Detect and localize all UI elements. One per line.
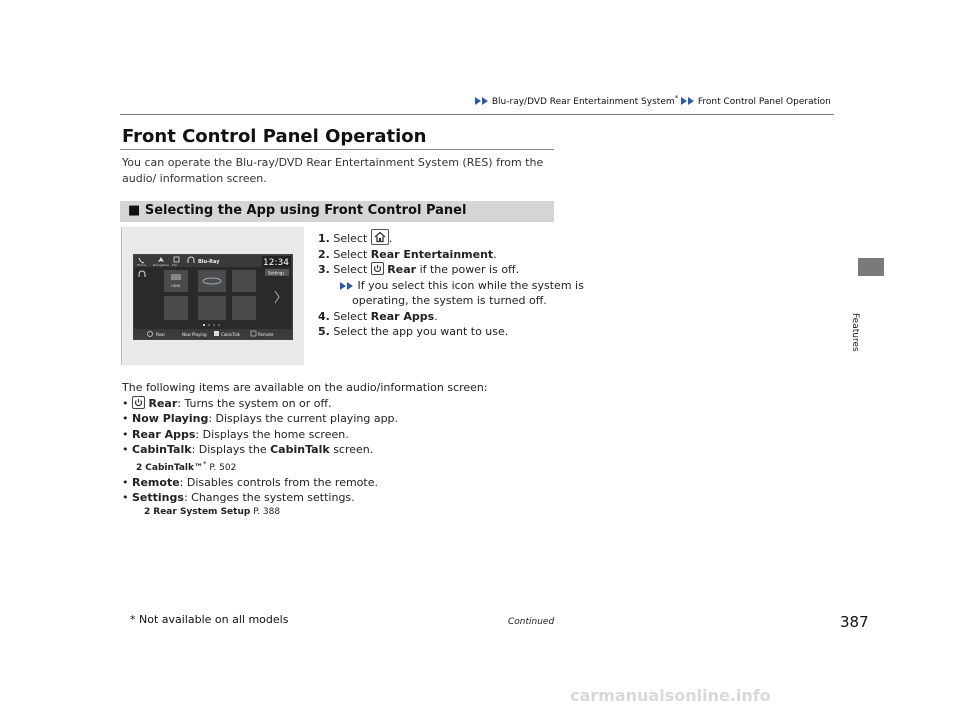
item-term: Now Playing (132, 412, 209, 425)
step-text: Select the app you want to use. (333, 325, 509, 338)
reference-arrow-icon: 2 (144, 506, 151, 517)
step-2 (318, 247, 584, 263)
list-item (122, 442, 488, 458)
audio-screen-illustration (133, 254, 293, 340)
title-rule (120, 149, 554, 150)
watermark: carmanualsonline.info (570, 686, 771, 705)
screen-label-phone: Phone (137, 263, 147, 267)
breadcrumb-arrow-icon (681, 97, 687, 105)
list-item (122, 490, 488, 506)
breadcrumb-page: Front Control Panel Operation (697, 97, 831, 107)
item-desc: : Turns the system on or off. (177, 396, 332, 410)
breadcrumb-arrow-icon (688, 97, 694, 105)
breadcrumb-arrow-icon (482, 97, 488, 105)
breadcrumb-section: Blu-ray/DVD Rear Entertainment System (491, 97, 675, 107)
screen-now-playing-button[interactable]: Now Playing (182, 332, 207, 337)
screen-cabintalk-button[interactable]: CabinTalk (221, 332, 241, 337)
reference-title: CabinTalk™ (145, 462, 204, 473)
step-punct: . (434, 309, 438, 323)
section-title (128, 203, 466, 218)
bullet: • (122, 475, 129, 489)
step-text: Select (333, 263, 368, 276)
side-tab-marker (858, 258, 884, 276)
step-3 (318, 262, 584, 278)
list-item (122, 475, 488, 491)
cross-reference[interactable] (144, 506, 488, 519)
step-text: if the power is off. (419, 263, 520, 276)
header-rule (120, 114, 834, 115)
continued-label: Continued (508, 617, 555, 627)
screen-hdmi-label: HDMI (171, 284, 181, 288)
intro-paragraph: You can operate the Blu-ray/DVD Rear Entertainment System (RES) from the audio/ information screen. (122, 156, 544, 185)
side-tab-label: Features (850, 313, 860, 352)
cross-reference[interactable] (136, 458, 488, 475)
bullet: • (122, 412, 129, 425)
step-bold: Rear Apps (370, 309, 435, 323)
item-term: CabinTalk (270, 443, 330, 456)
page-title: Front Control Panel Operation (122, 126, 427, 147)
item-term: Rear (148, 396, 178, 410)
bluray-tile[interactable] (198, 270, 226, 292)
item-term: Settings (132, 491, 184, 504)
bullet: • (122, 396, 129, 410)
screen-source: Blu-Ray (198, 259, 220, 265)
step-text: Select (333, 309, 368, 323)
list-item (122, 427, 488, 443)
screen-clock: 12:34 (263, 258, 289, 268)
step-3-note (340, 278, 584, 294)
item-term: Rear Apps (132, 427, 196, 441)
step-bold: Rear (387, 263, 417, 276)
footnote: * Not available on all models (130, 613, 289, 626)
page-number: 387 (840, 613, 869, 631)
power-icon (371, 262, 384, 275)
step-number: 2. (318, 247, 330, 261)
hdmi-tile[interactable] (164, 270, 188, 292)
section-marker: ■ (128, 203, 141, 218)
step-3-note-cont: operating, the system is turned off. (352, 294, 547, 307)
item-desc: : Displays the home screen. (195, 427, 349, 441)
reference-page: P. 502 (209, 462, 237, 473)
screen-settings-button[interactable]: Settings (268, 270, 285, 276)
bullet: • (122, 427, 129, 441)
home-icon (371, 229, 389, 245)
app-tile-3[interactable] (232, 270, 256, 292)
feature-list (122, 380, 488, 519)
cabintalk-icon (214, 331, 219, 336)
list-item (122, 396, 488, 412)
breadcrumb-asterisk: * (674, 94, 679, 102)
item-desc: : Displays the (191, 443, 267, 456)
item-desc: : Disables controls from the remote. (179, 475, 378, 489)
breadcrumb (475, 94, 831, 107)
item-term: CabinTalk (132, 443, 192, 456)
step-5 (318, 324, 584, 340)
step-text: Select (333, 232, 368, 245)
step-4 (318, 309, 584, 325)
item-term: Remote (132, 475, 180, 489)
step-number: 4. (318, 309, 330, 323)
step-text: Select (333, 247, 368, 261)
step-number: 1. (318, 232, 330, 245)
reference-title: Rear System Setup (153, 506, 251, 517)
bullet: • (122, 491, 129, 504)
step-number: 5. (318, 325, 330, 338)
app-tile-6[interactable] (232, 296, 256, 320)
screen-remote-button[interactable]: Remote (258, 332, 274, 337)
list-item (122, 411, 488, 427)
note-arrow-icon (347, 282, 353, 290)
screen-rear-button[interactable]: Rear (156, 332, 166, 337)
step-punct: . (388, 232, 393, 245)
app-tile-4[interactable] (164, 296, 188, 320)
screen-label-flip: Flip (172, 263, 178, 267)
reference-asterisk: * (203, 459, 207, 468)
step-bold: Rear Entertainment (370, 247, 494, 261)
screen-label-navigation: Navigation (153, 263, 170, 267)
section-title-text: Selecting the App using Front Control Panel (144, 203, 467, 218)
app-tile-5[interactable] (198, 296, 226, 320)
step-number: 3. (318, 263, 330, 276)
screen-svg (134, 255, 292, 339)
step-note-line1: If you select this icon while the system is (357, 278, 584, 292)
list-intro: The following items are available on the audio/information screen: (122, 381, 488, 394)
item-desc: : Changes the system settings. (183, 491, 355, 504)
reference-page: P. 388 (253, 506, 281, 517)
step-1 (318, 229, 584, 247)
item-desc: : Displays the current playing app. (208, 412, 399, 425)
step-punct: . (493, 247, 497, 261)
breadcrumb-arrow-icon (475, 97, 481, 105)
note-arrow-icon (340, 282, 346, 290)
item-desc: screen. (333, 443, 374, 456)
bullet: • (122, 443, 129, 456)
power-icon (132, 396, 145, 409)
reference-arrow-icon: 2 (136, 462, 143, 473)
step-list (318, 229, 584, 340)
